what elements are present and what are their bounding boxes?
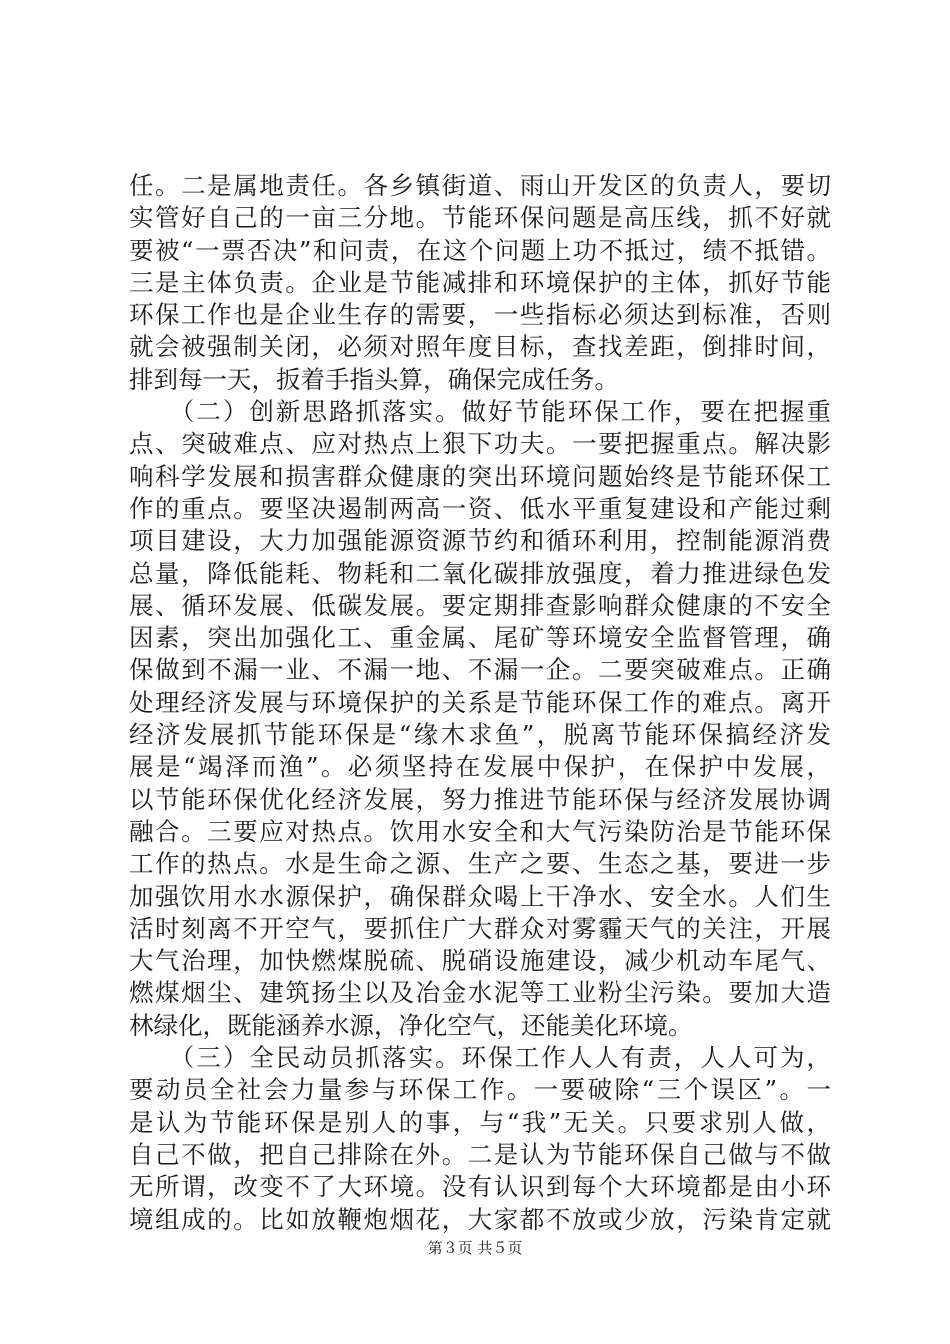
text-line: 项目建设，大力加强能源资源节约和循环利用，控制能源消费 — [129, 526, 831, 556]
text-line: 境组成的。比如放鞭炮烟花，大家都不放或少放，污染肯定就 — [129, 1204, 831, 1234]
text-line: 是认为节能环保是别人的事，与“我”无关。只要求别人做， — [129, 1107, 831, 1137]
text-line: 自己不做，把自己排除在外。二是认为节能环保自己做与不做 — [129, 1139, 831, 1169]
text-line: 任。二是属地责任。各乡镇街道、雨山开发区的负责人，要切 — [129, 171, 831, 200]
text-line: 经济发展抓节能环保是“缘木求鱼”，脱离节能环保搞经济发 — [129, 720, 831, 750]
text-line: 就会被强制关闭，必须对照年度目标，查找差距，倒排时间， — [129, 332, 831, 362]
text-line: 融合。三要应对热点。饮用水安全和大气污染防治是节能环保 — [129, 816, 831, 846]
text-line: 以节能环保优化经济发展，努力推进节能环保与经济发展协调 — [129, 784, 831, 814]
text-line: 三是主体负责。企业是节能减排和环境保护的主体，抓好节能 — [129, 267, 831, 297]
text-line: 燃煤烟尘、建筑扬尘以及冶金水泥等工业粉尘污染。要加大造 — [129, 978, 831, 1008]
text-line: 作的重点。要坚决遏制两高一资、低水平重复建设和产能过剩 — [129, 493, 831, 523]
text-line: 点、突破难点、应对热点上狠下功夫。一要把握重点。解决影 — [129, 429, 831, 459]
body-text — [129, 170, 831, 1236]
text-line: 无所谓，改变不了大环境。没有认识到每个大环境都是由小环 — [129, 1172, 831, 1202]
text-line: 要动员全社会力量参与环保工作。一要破除“三个误区”。一 — [129, 1075, 831, 1105]
text-line: 工作的热点。水是生命之源、生产之要、生态之基，要进一步 — [129, 849, 831, 879]
text-line: 处理经济发展与环境保护的关系是节能环保工作的难点。离开 — [129, 687, 831, 717]
text-line: 林绿化，既能涵养水源，净化空气，还能美化环境。 — [129, 1010, 693, 1040]
text-line: 活时刻离不开空气，要抓住广大群众对雾霾天气的关注，开展 — [129, 913, 831, 943]
text-line: 要被“一票否决”和问责，在这个问题上功不抵过，绩不抵错。 — [129, 235, 831, 265]
text-line: （二）创新思路抓落实。做好节能环保工作，要在把握重 — [129, 397, 831, 427]
text-line: 实管好自己的一亩三分地。节能环保问题是高压线，抓不好就 — [129, 203, 831, 233]
text-line: （三）全民动员抓落实。环保工作人人有责，人人可为， — [129, 1043, 831, 1073]
text-line: 响科学发展和损害群众健康的突出环境问题始终是节能环保工 — [129, 461, 831, 491]
text-line: 保做到不漏一业、不漏一地、不漏一企。二要突破难点。正确 — [129, 655, 831, 685]
text-line: 加强饮用水水源保护，确保群众喝上干净水、安全水。人们生 — [129, 881, 831, 911]
text-line: 展是“竭泽而渔”。必须坚持在发展中保护，在保护中发展， — [129, 752, 831, 782]
text-line: 因素，突出加强化工、重金属、尾矿等环境安全监督管理，确 — [129, 623, 831, 653]
text-line: 总量，降低能耗、物耗和二氧化碳排放强度，着力推进绿色发 — [129, 558, 831, 588]
page-footer: 第３页 共５页 — [427, 1239, 523, 1257]
text-line: 环保工作也是企业生存的需要，一些指标必须达到标准，否则 — [129, 300, 831, 330]
text-line: 展、循环发展、低碳发展。要定期排查影响群众健康的不安全 — [129, 590, 831, 620]
text-line: 大气治理，加快燃煤脱硫、脱硝设施建设，减少机动车尾气、 — [129, 946, 831, 976]
text-line: 排到每一天，扳着手指头算，确保完成任务。 — [129, 364, 619, 394]
